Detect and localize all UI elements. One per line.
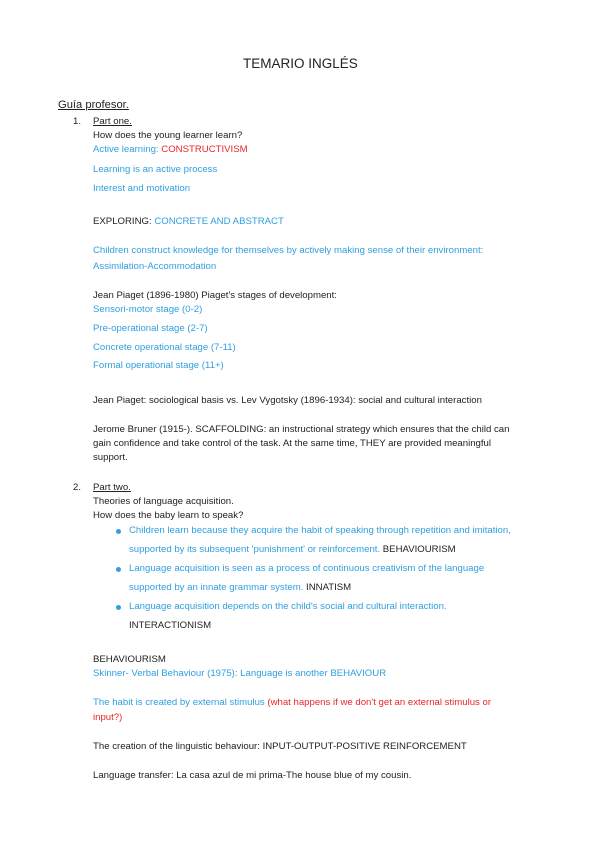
part-one-number: 1. [72, 116, 81, 127]
exploring-value: CONCRETE AND ABSTRACT [154, 216, 284, 227]
interest-motivation: Interest and motivation [93, 183, 191, 194]
habit-blue: The habit is created by external stimulus [93, 697, 268, 708]
bullet2-line1: Language acquisition is seen as a process of continuous creativism of the language [129, 563, 485, 574]
skinner-line: Skinner- Verbal Behaviour (1975): Language is another BEHAVIOUR [93, 668, 387, 679]
stage-item: Formal operational stage (11+) [93, 360, 224, 371]
bullet-dot [116, 529, 121, 534]
exploring-line [93, 215, 284, 229]
stage-item: Pre-operational stage (2-7) [93, 323, 208, 334]
page-title: TEMARIO INGLÉS [243, 56, 358, 71]
bullet2-text: supported by an innate grammar system. [129, 582, 307, 593]
baby-question: How does the baby learn to speak? [93, 510, 244, 521]
habit-red: (what happens if we don't get an external stimulus or [267, 697, 492, 708]
habit-line1 [93, 696, 491, 710]
part-one-title: Part one. [93, 116, 132, 127]
creation-line: The creation of the linguistic behaviour: INPUT-OUTPUT-POSITIVE REINFORCEMENT [93, 741, 467, 752]
children-construct-line1: Children construct knowledge for themselves by actively making sense of their environment: [93, 245, 484, 256]
bullet1-text: supported by its subsequent 'punishment' or reinforcement. [129, 544, 383, 555]
part-two-title: Part two. [93, 482, 131, 493]
part-one-question: How does the young learner learn? [93, 130, 243, 141]
active-learning-line [93, 143, 248, 157]
piaget-heading: Jean Piaget (1896-1980) Piaget's stages of development: [93, 290, 337, 301]
bullet-dot [116, 567, 121, 572]
bullet3-tag: INTERACTIONISM [129, 620, 212, 631]
section-heading: Guía profesor. [58, 99, 129, 111]
bullet1-tag: BEHAVIOURISM [382, 544, 456, 555]
piaget-vygotsky: Jean Piaget: sociological basis vs. Lev Vygotsky (1896-1934): social and cultural interaction [93, 395, 482, 406]
theories-line: Theories of language acquisition. [93, 496, 234, 507]
stage-item: Sensori-motor stage (0-2) [93, 304, 203, 315]
bullet2-line2 [129, 581, 351, 595]
active-process: Learning is an active process [93, 164, 218, 175]
bruner-line2: gain confidence and take control of the task. At the same time, THEY are provided meaningful [93, 438, 492, 449]
bullet3-line1: Language acquisition depends on the child's social and cultural interaction. [129, 601, 447, 612]
behaviourism-heading: BEHAVIOURISM [93, 654, 166, 665]
exploring-label: EXPLORING: [93, 216, 155, 227]
bullet-dot [116, 605, 121, 610]
active-learning-value: CONSTRUCTIVISM [161, 144, 248, 155]
bruner-line3: support. [93, 452, 128, 463]
active-learning-label: Active learning: [93, 144, 162, 155]
bruner-line1: Jerome Bruner (1915-). SCAFFOLDING: an instructional strategy which ensures that the child can [93, 424, 510, 435]
children-construct-line2: Assimilation-Accommodation [93, 261, 217, 272]
bullet2-tag: INNATISM [306, 582, 352, 593]
transfer-line: Language transfer: La casa azul de mi prima-The house blue of my cousin. [93, 770, 412, 781]
bullet1-line2 [129, 543, 456, 557]
bullet1-line1: Children learn because they acquire the habit of speaking through repetition and imitation, [129, 525, 511, 536]
stage-item: Concrete operational stage (7-11) [93, 342, 236, 353]
habit-line2: input?) [93, 712, 123, 723]
part-two-number: 2. [72, 482, 81, 493]
